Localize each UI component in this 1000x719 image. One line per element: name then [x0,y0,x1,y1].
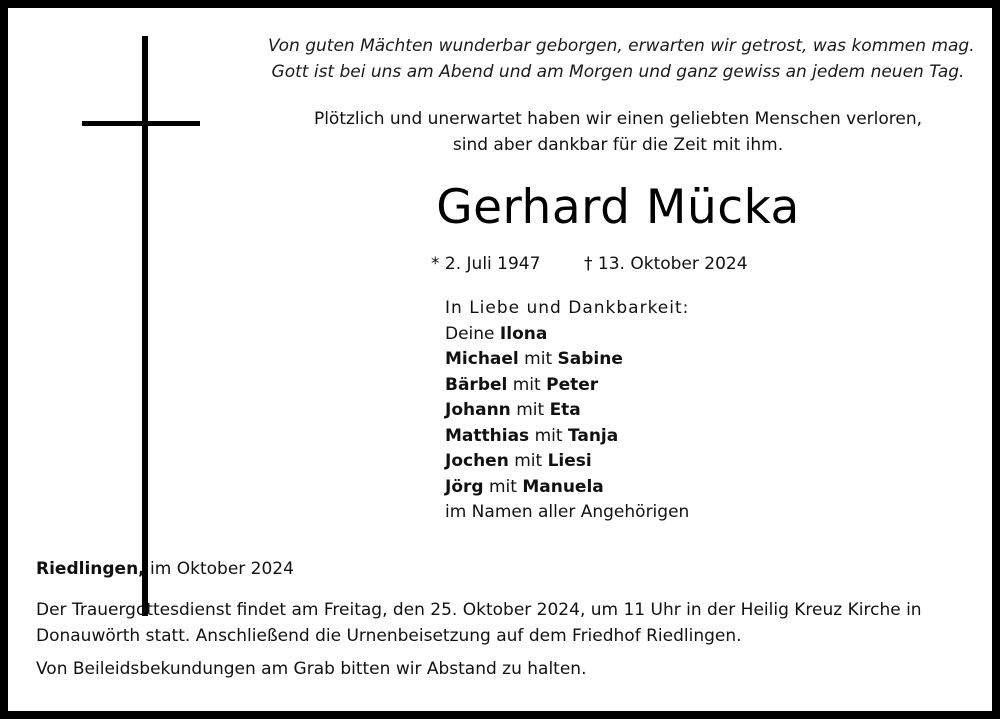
family-connector: mit [534,425,563,446]
family-name: Johann [445,400,511,420]
family-connector: mit [514,451,543,471]
family-name: Sabine [557,349,623,369]
family-list [445,296,689,526]
family-header: In Liebe und Dankbarkeit: [445,298,690,318]
family-name: Manuela [522,476,604,497]
family-name: Liesi [547,451,592,471]
service-line: Donauwörth statt. Anschließend die Urnenbeisetzung auf dem Friedhof Riedlingen. [36,626,742,646]
death-date: † 13. Oktober 2024 [584,254,748,274]
family-name: Michael [445,349,519,369]
intro-line: sind aber dankbar für die Zeit mit ihm. [452,135,784,155]
family-line [445,475,689,501]
service-info [36,597,980,649]
family-line [445,322,689,348]
place-date [36,556,294,582]
family-line [445,398,689,424]
family-connector: mit [524,349,553,369]
family-line [445,373,689,399]
place-month: im Oktober 2024 [150,559,294,579]
family-name: Ilona [499,323,548,344]
family-name: Bärbel [445,374,508,395]
family-line [445,347,689,373]
cross-icon-crossbar [82,121,200,126]
birth-date: * 2. Juli 1947 [431,254,541,274]
verse [268,33,975,85]
family-name: Peter [546,374,599,395]
deceased-name: Gerhard Mücka [436,180,800,235]
family-connector: mit [512,374,541,395]
family-connector: mit [516,400,545,420]
intro-text [268,106,968,158]
family-prefix: Deine [445,323,495,344]
family-line [445,449,689,475]
verse-line: Von guten Mächten wunderbar geborgen, erwarten wir getrost, was kommen mag. [268,36,975,56]
intro-line: Plötzlich und unerwartet haben wir einen geliebten Menschen verloren, [313,109,923,129]
family-name: Eta [549,400,581,420]
family-connector: mit [488,476,517,497]
family-name: Matthias [445,425,530,446]
family-line [445,424,689,450]
family-name: Tanja [567,425,619,446]
condolence-note: Von Beileidsbekundungen am Grab bitten wir Abstand zu halten. [36,659,587,679]
service-line: Der Trauergottesdienst findet am Freitag, den 25. Oktober 2024, um 11 Uhr in der Heilig Kreuz Kirche in [36,600,922,620]
family-name: Jörg [445,476,484,497]
family-name: Jochen [445,451,509,471]
place-city: Riedlingen, [36,559,145,579]
verse-line: Gott ist bei uns am Abend und am Morgen und ganz gewiss an jedem neuen Tag. [271,62,965,82]
family-footer: im Namen aller Angehörigen [445,502,690,522]
